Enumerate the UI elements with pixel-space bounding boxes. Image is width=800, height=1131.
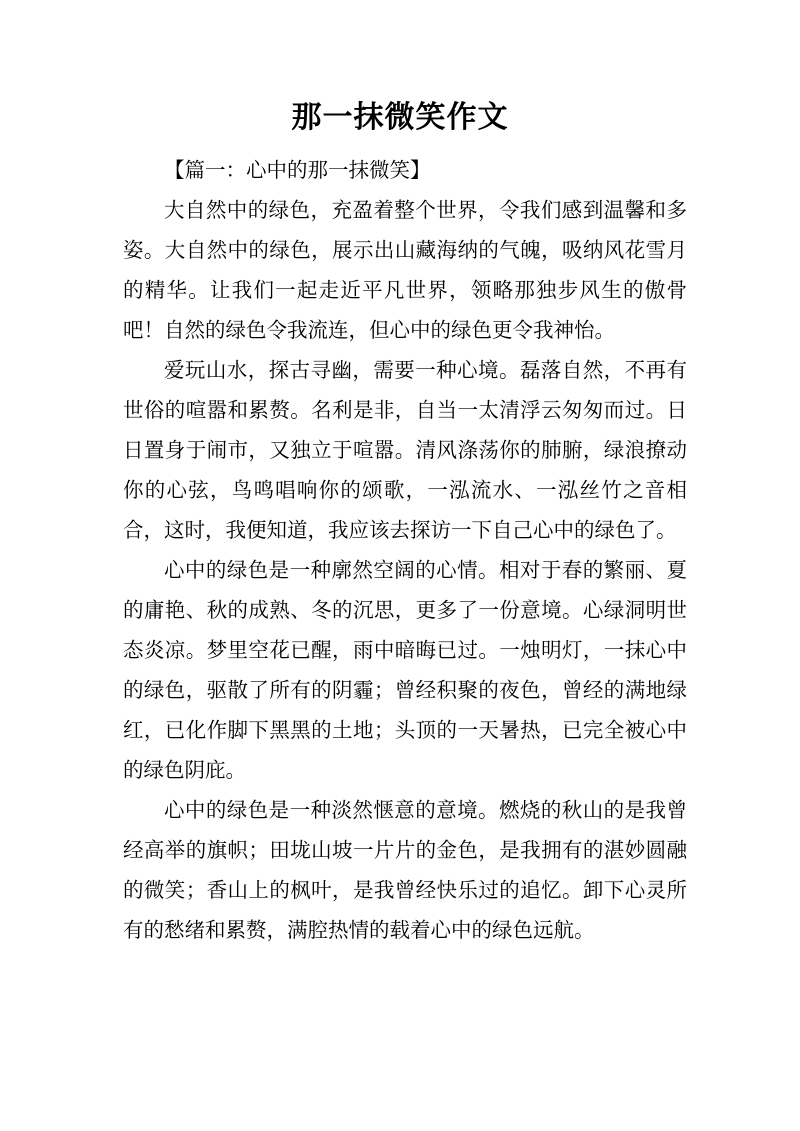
paragraph-4: 心中的绿色是一种淡然惬意的意境。燃烧的秋山的是我曾经高举的旗帜；田垅山坡一片片的金色，是我拥有的湛妙圆融的微笑；香山上的枫叶，是我曾经快乐过的追忆。卸下心灵所有的愁绪和累赘，满腔热情的载着心中的绿色远航。 (123, 798, 687, 942)
paragraph-2: 爱玩山水，探古寻幽，需要一种心境。磊落自然，不再有世俗的喧嚣和累赘。名利是非，自当一太清浮云匆匆而过。日日置身于闹市，又独立于喧嚣。清风涤荡你的肺腑，绿浪撩动你的心弦，鸟鸣唱响你的颂歌，一泓流水、一泓丝竹之音相合，这时，我便知道，我应该去探访一下自己心中的绿色了。 (123, 358, 687, 542)
paragraph-3: 心中的绿色是一种廓然空阔的心情。相对于春的繁丽、夏的庸艳、秋的成熟、冬的沉思，更多了一份意境。心绿洞明世态炎凉。梦里空花已醒，雨中暗晦已过。一烛明灯，一抹心中的绿色，驱散了所有的阴霾；曾经积聚的夜色，曾经的满地绿红，已化作脚下黑黑的土地；头顶的一天暑热，已完全被心中的绿色阴庇。 (123, 558, 687, 782)
document-body (123, 150, 687, 950)
section-heading: 【篇一：心中的那一抹微笑】 (164, 158, 431, 182)
document-title: 那一抹微笑作文 (291, 100, 509, 135)
paragraph-1: 大自然中的绿色，充盈着整个世界，令我们感到温馨和多姿。大自然中的绿色，展示出山藏海纳的气魄，吸纳风花雪月的精华。让我们一起走近平凡世界，领略那独步风生的傲骨吧！自然的绿色令我流连，但心中的绿色更令我神怡。 (123, 198, 687, 342)
